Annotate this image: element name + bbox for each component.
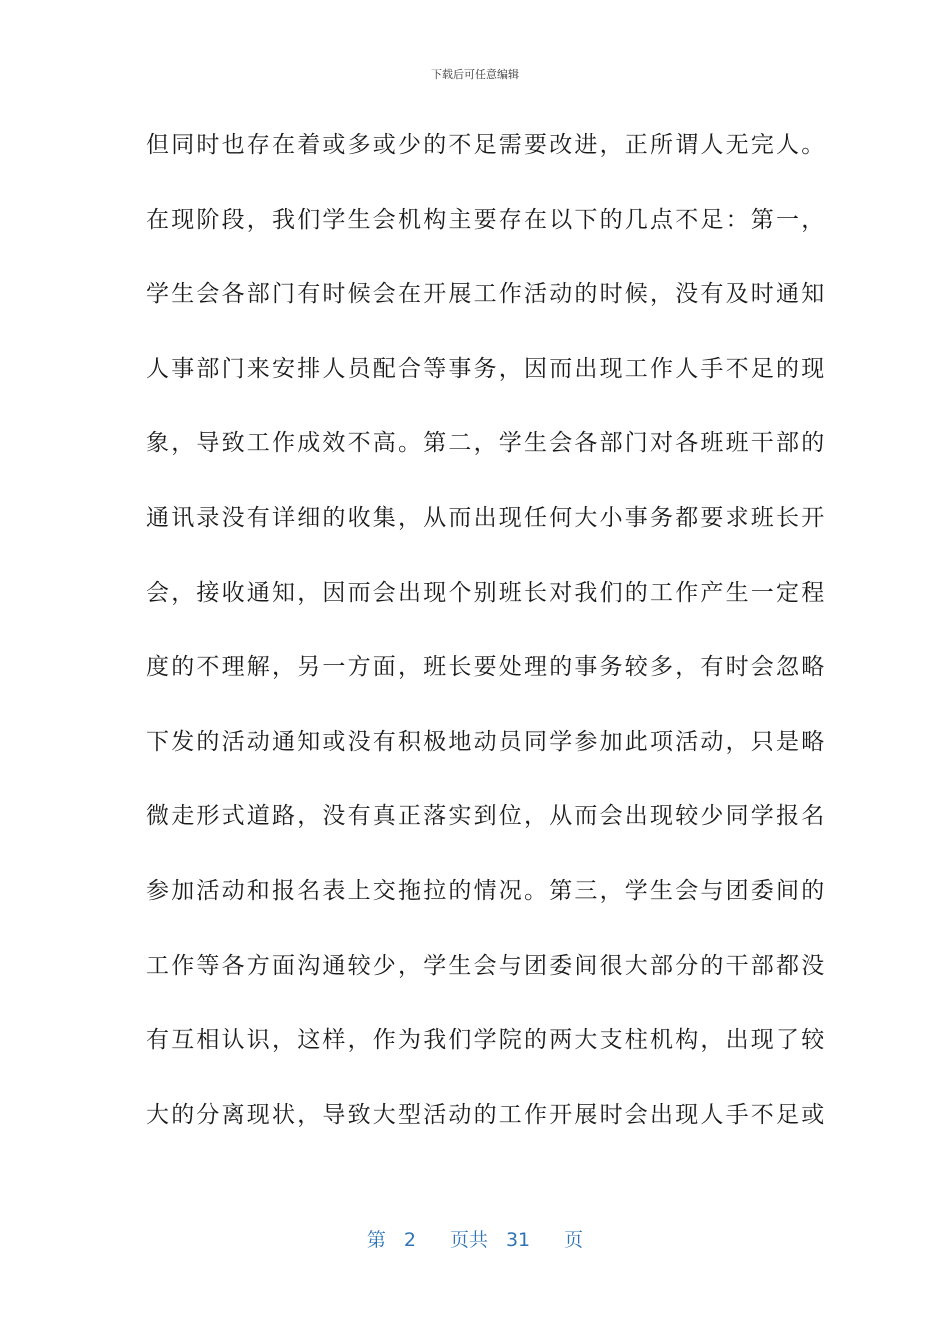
footer-page-suffix: 页 xyxy=(564,1229,584,1251)
body-line: 通讯录没有详细的收集，从而出现任何大小事务都要求班长开 xyxy=(146,504,827,531)
body-line: 人事部门来安排人员配合等事务，因而出现工作人手不足的现 xyxy=(146,355,827,382)
body-line: 度的不理解，另一方面，班长要处理的事务较多，有时会忽略 xyxy=(146,654,827,681)
body-line: 微走形式道路，没有真正落实到位，从而会出现较少同学报名 xyxy=(146,803,827,830)
page-footer xyxy=(0,1225,950,1252)
body-line: 在现阶段，我们学生会机构主要存在以下的几点不足：第一， xyxy=(146,206,827,233)
document-body xyxy=(146,128,827,1172)
body-line: 下发的活动通知或没有积极地动员同学参加此项活动，只是略 xyxy=(146,728,827,755)
footer-page-mid: 页共 xyxy=(449,1229,488,1251)
body-line: 参加活动和报名表上交拖拉的情况。第三，学生会与团委间的 xyxy=(146,877,827,904)
body-line: 有互相认识，这样，作为我们学院的两大支柱机构，出现了较 xyxy=(146,1027,827,1054)
footer-total-pages: 31 xyxy=(505,1229,531,1251)
body-line: 大的分离现状，导致大型活动的工作开展时会出现人手不足或 xyxy=(146,1101,827,1128)
body-line: 会，接收通知，因而会出现个别班长对我们的工作产生一定程 xyxy=(146,579,827,606)
header-note: 下载后可任意编辑 xyxy=(431,68,519,81)
footer-page-number: 2 xyxy=(403,1229,416,1251)
body-line: 但同时也存在着或多或少的不足需要改进，正所谓人无完人。 xyxy=(146,132,827,158)
body-line: 象，导致工作成效不高。第二，学生会各部门对各班班干部的 xyxy=(146,430,827,457)
footer-page-prefix: 第 xyxy=(366,1229,386,1251)
body-line: 工作等各方面沟通较少，学生会与团委间很大部分的干部都没 xyxy=(146,952,827,979)
body-line: 学生会各部门有时候会在开展工作活动的时候，没有及时通知 xyxy=(146,281,827,308)
